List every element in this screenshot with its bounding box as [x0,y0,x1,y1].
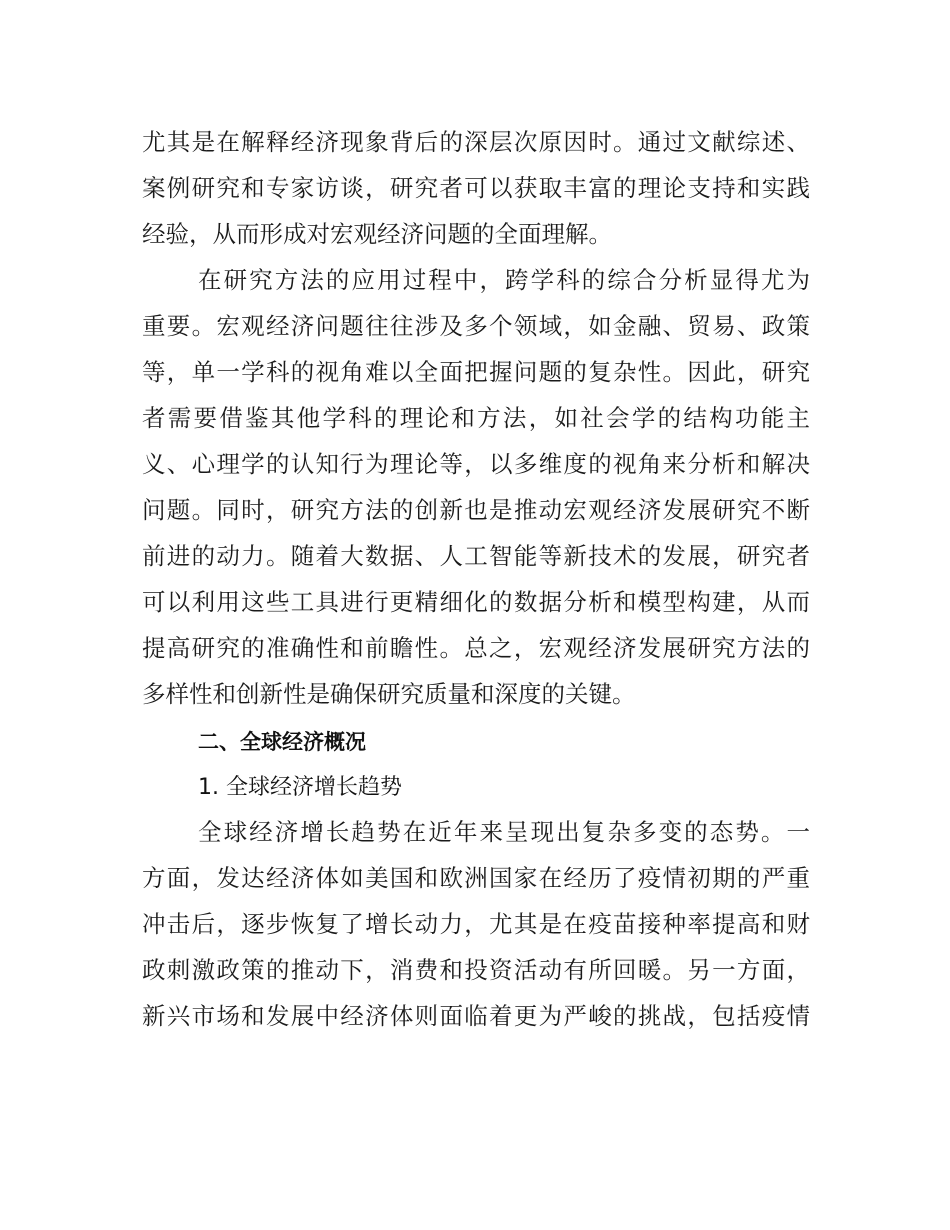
paragraph-line: 冲击后，逐步恢复了增长动力，尤其是在疫苗接种率提高和财 [142,910,810,938]
paragraph-line: 等，单一学科的视角难以全面把握问题的复杂性。因此，研究 [142,358,810,386]
paragraph-line: 全球经济增长趋势在近年来呈现出复杂多变的态势。一 [198,818,810,846]
paragraph-line: 政刺激政策的推动下，消费和投资活动有所回暖。另一方面， [142,956,810,984]
paragraph-line: 义、心理学的认知行为理论等，以多维度的视角来分析和解决 [142,450,810,478]
paragraph-line: 方面，发达经济体如美国和欧洲国家在经历了疫情初期的严重 [142,864,810,892]
paragraph-line: 新兴市场和发展中经济体则面临着更为严峻的挑战，包括疫情 [142,1002,810,1030]
subsection-heading: 1. 全球经济增长趋势 [198,775,402,800]
paragraph-line: 经验，从而形成对宏观经济问题的全面理解。 [142,220,612,248]
paragraph-line: 在研究方法的应用过程中，跨学科的综合分析显得尤为 [198,266,810,294]
paragraph-line: 多样性和创新性是确保研究质量和深度的关键。 [142,680,636,708]
document-body [142,0,810,1230]
section-heading: 二、全球经济概况 [198,730,366,754]
paragraph-line: 问题。同时，研究方法的创新也是推动宏观经济发展研究不断 [142,496,810,524]
paragraph-line: 可以利用这些工具进行更精细化的数据分析和模型构建，从而 [142,588,810,616]
paragraph-line: 提高研究的准确性和前瞻性。总之，宏观经济发展研究方法的 [142,634,810,662]
paragraph-line: 案例研究和专家访谈，研究者可以获取丰富的理论支持和实践 [142,174,810,202]
paragraph-line: 者需要借鉴其他学科的理论和方法，如社会学的结构功能主 [142,404,810,432]
paragraph-line: 前进的动力。随着大数据、人工智能等新技术的发展，研究者 [142,542,810,570]
paragraph-line: 重要。宏观经济问题往往涉及多个领域，如金融、贸易、政策 [142,312,810,340]
paragraph-line: 尤其是在解释经济现象背后的深层次原因时。通过文献综述、 [142,128,810,156]
